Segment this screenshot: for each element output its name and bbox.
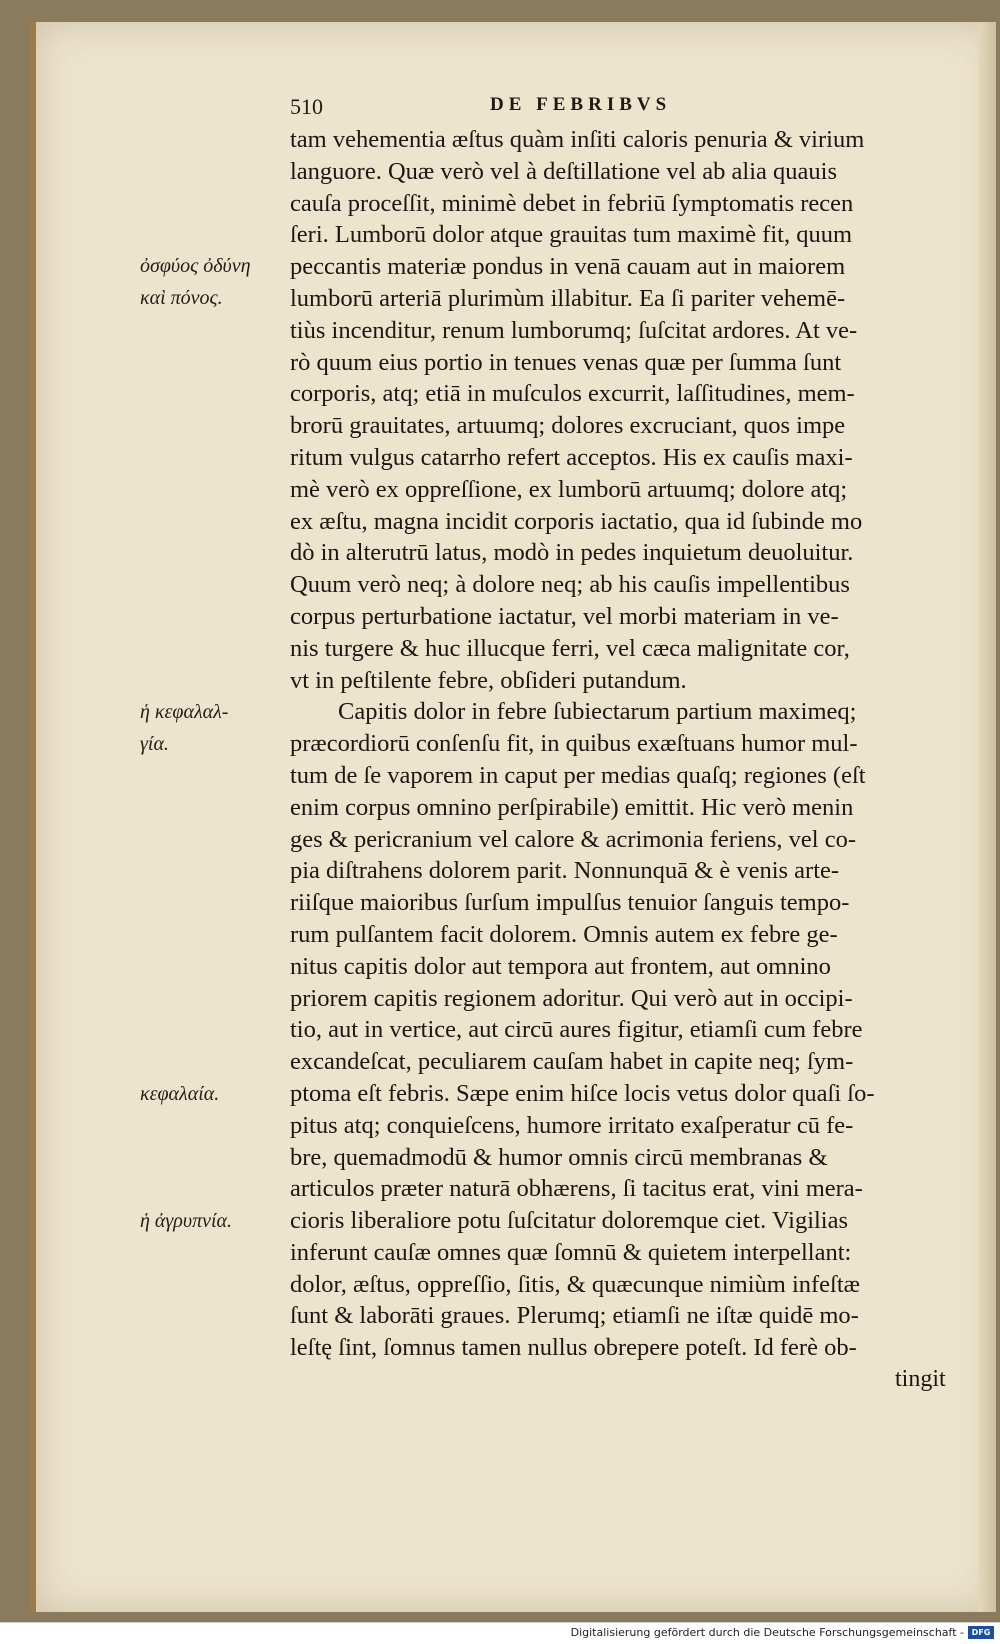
text-line: excandeſcat, peculiarem cauſam habet in capite neq; ſym-: [290, 1048, 854, 1076]
text-line: inferunt cauſæ omnes quæ ſomnū & quietem interpellant:: [290, 1238, 852, 1266]
text-line: cioris liberaliore potu ſuſcitatur doloremque ciet. Vigilias: [290, 1207, 849, 1235]
text-line: languore. Quæ verò vel à deſtillatione vel ab alia quauis: [290, 157, 837, 185]
text-line: præcordiorū conſenſu fit, in quibus exæſtuans humor mul-: [290, 730, 858, 758]
margin-note: ἡ κεφαλαλ-: [140, 701, 229, 723]
running-head: [290, 94, 730, 124]
text-line: pitus atq; conquieſcens, humore irritato exaſperatur cū fe-: [290, 1111, 854, 1139]
text-line: ſeri. Lumborū dolor atque grauitas tum maximè fit, quum: [290, 221, 853, 249]
text-line: riiſque maioribus ſurſum impulſus tenuior ſanguis tempo-: [290, 889, 850, 917]
running-title: DE FEBRIBVS: [490, 94, 672, 115]
text-line: cauſa proceſſit, minimè debet in febriū ſymptomatis recen: [290, 189, 854, 217]
text-line: tiùs incenditur, renum lumborumq; ſuſcitat ardores. At ve-: [290, 316, 858, 344]
text-line: articulos præter naturā obhærens, ſi tacitus erat, vini mera-: [290, 1175, 863, 1203]
text-line: ex æſtu, magna incidit corporis iactatio, qua id ſubinde mo: [290, 507, 863, 535]
text-line: nis turgere & huc illucque ferri, vel cæca malignitate cor,: [290, 634, 850, 662]
text-line: enim corpus omnino perſpirabile) emittit. Hic verò menin: [290, 793, 854, 821]
text-line: tum de ſe vaporem in caput per medias quaſq; regiones (eſt: [290, 761, 866, 789]
text-line: mè verò ex oppreſſione, ex lumborū artuumq; dolore atq;: [290, 475, 848, 503]
text-line: brorū grauitates, artuumq; dolores excruciant, quos impe: [290, 412, 846, 440]
text-line: priorem capitis regionem adoritur. Qui verò aut in occipi-: [290, 984, 853, 1012]
footer-bar: [0, 1622, 1000, 1644]
text-line: leſtę ſint, ſomnus tamen nullus obrepere poteſt. Id ferè ob-: [290, 1334, 857, 1362]
text-line: bre, quemadmodū & humor omnis circū membranas &: [290, 1143, 828, 1171]
text-line: pia diſtrahens dolorem parit. Nonnunquā & è venis arte-: [290, 857, 840, 885]
text-line: tio, aut in vertice, aut circū aures figitur, etiamſi cum febre: [290, 1016, 863, 1044]
text-line: rò quum eius portio in tenues venas quæ per ſumma ſunt: [290, 348, 842, 376]
text-line: ſunt & laborāti graues. Plerumq; etiamſi ne iſtæ quidē mo-: [290, 1302, 859, 1330]
text-line: lumborū arteriā plurimùm illabitur. Ea ſi pariter vehemē-: [290, 284, 846, 312]
text-line: Quum verò neq; à dolore neq; ab his cauſis impellentibus: [290, 571, 850, 599]
margin-note: ὀσφύος ὀδύνη: [140, 255, 251, 277]
text-line: vt in peſtilente febre, obſideri putandum.: [290, 666, 687, 694]
text-line: nitus capitis dolor aut tempora aut frontem, aut omnino: [290, 952, 831, 980]
text-line: dò in alterutrū latus, modò in pedes inquietum deuoluitur.: [290, 539, 854, 567]
margin-note: καὶ πόνος.: [140, 287, 223, 309]
text-line: rum pulſantem facit dolorem. Omnis autem ex febre ge-: [290, 920, 838, 948]
dfg-logo: DFG: [968, 1626, 994, 1639]
body-text: [290, 124, 940, 1364]
text-line: Capitis dolor in febre ſubiectarum partium maximeq;: [338, 698, 857, 726]
text-line: tam vehementia æſtus quàm inſiti caloris penuria & virium: [290, 126, 865, 153]
text-line: dolor, æſtus, oppreſſio, ſitis, & quæcunque nimiùm infeſtæ: [290, 1270, 860, 1298]
margin-note: ἡ ἀγρυπνία.: [140, 1210, 233, 1232]
text-line: ptoma eſt febris. Sæpe enim hiſce locis vetus dolor quaſi ſo-: [290, 1079, 875, 1107]
text-line: ges & pericranium vel calore & acrimonia feriens, vel co-: [290, 825, 856, 853]
text-line: peccantis materiæ pondus in venā cauam aut in maiorem: [290, 253, 846, 281]
text-line: ritum vulgus catarrho refert acceptos. His ex cauſis maxi-: [290, 443, 853, 471]
page-number: 510: [290, 94, 323, 119]
margin-note: γία.: [140, 733, 169, 755]
catchword: tingit: [895, 1366, 946, 1392]
text-line: corporis, atq; etiā in muſculos excurrit, laſſitudines, mem-: [290, 380, 855, 408]
margin-note: κεφαλαία.: [140, 1083, 220, 1105]
page-edge: [978, 22, 996, 1612]
text-line: corpus perturbatione iactatur, vel morbi materiam in ve-: [290, 602, 839, 630]
footer-credit: Digitalisierung gefördert durch die Deutsche Forschungsgemeinschaft -: [570, 1626, 964, 1639]
